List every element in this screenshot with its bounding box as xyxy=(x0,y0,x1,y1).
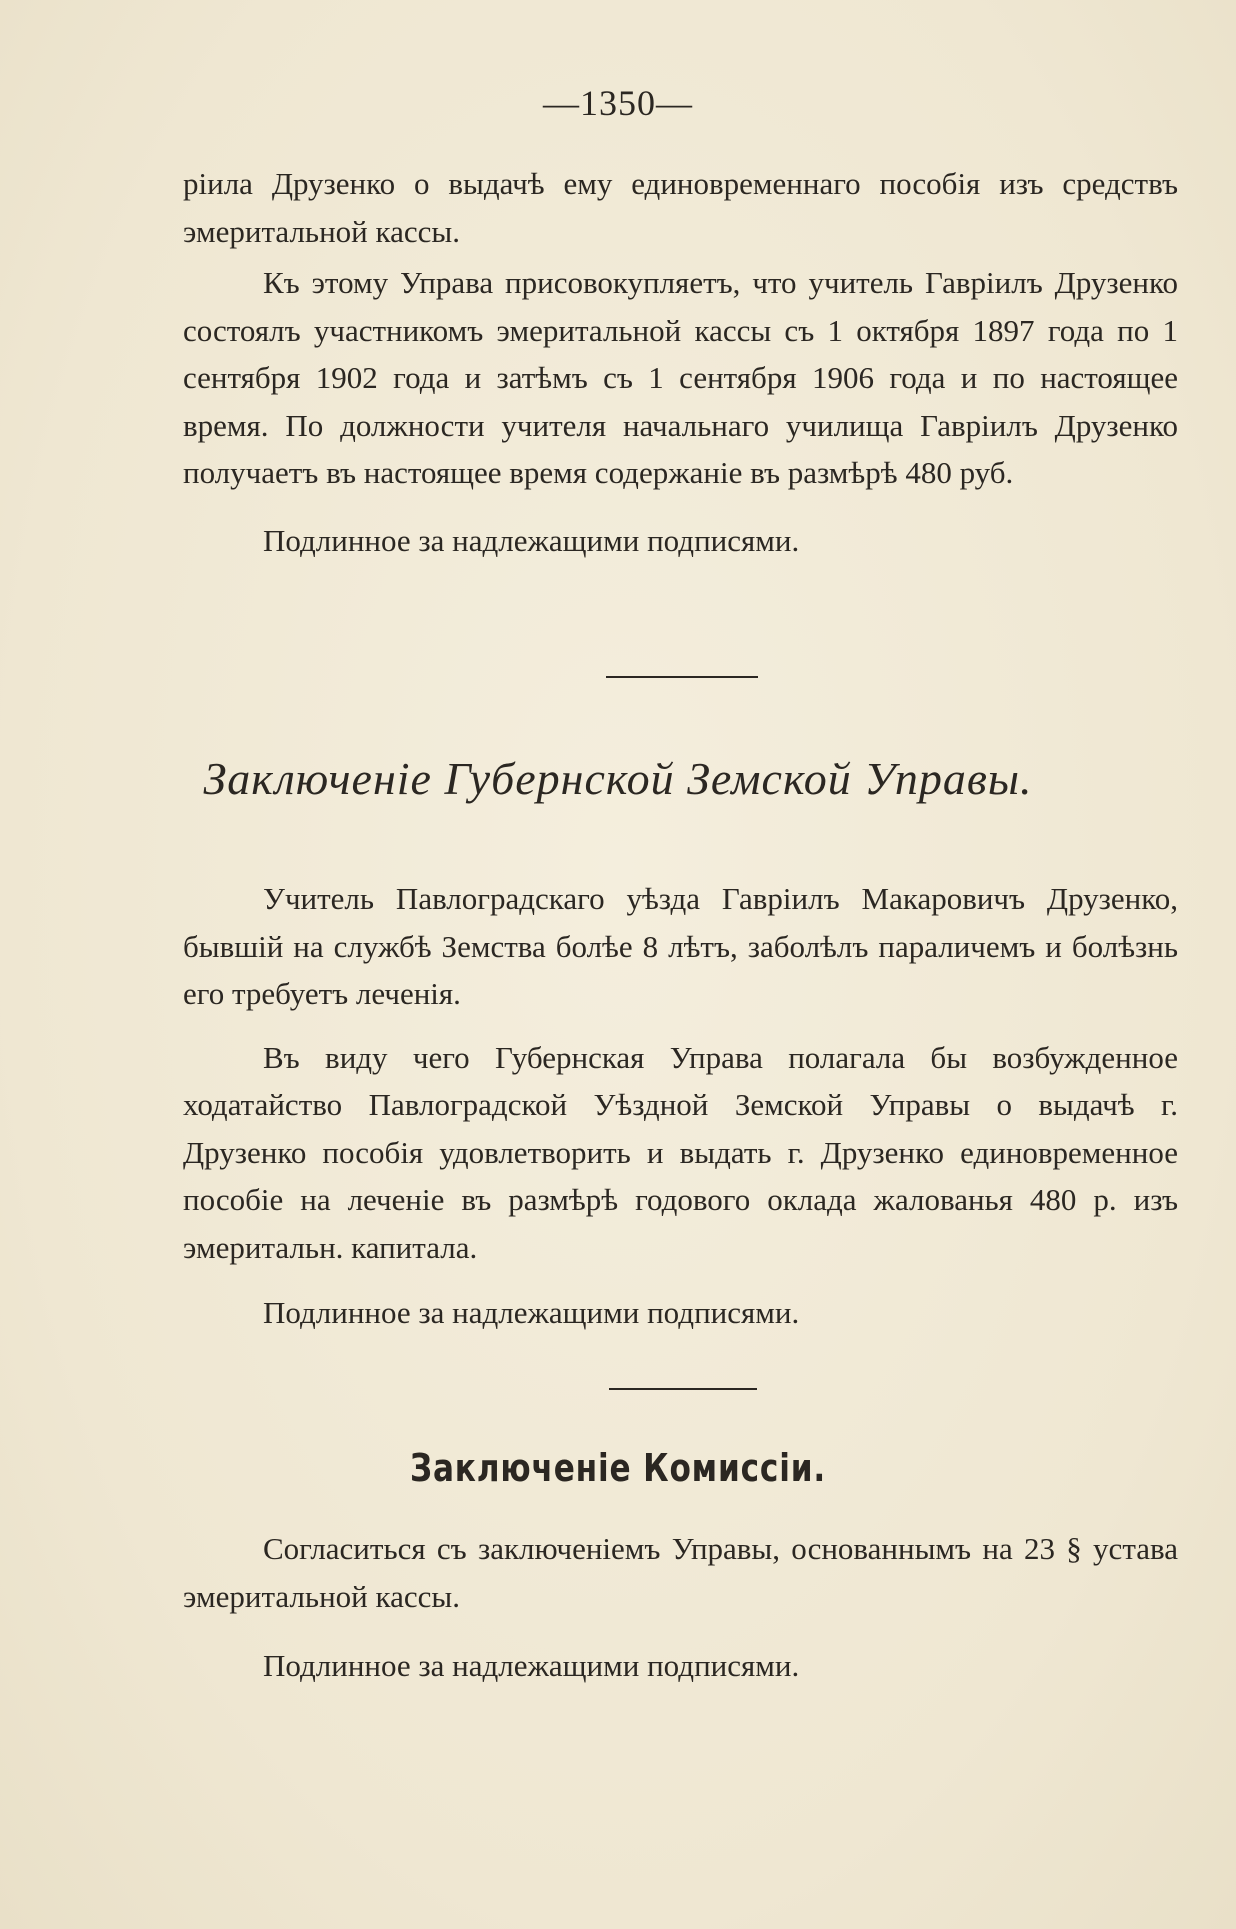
section-1 xyxy=(183,160,1178,564)
section-1-paragraph-1: ріила Друзенко о выдачѣ ему единовременнаго пособія изъ средствъ эмеритальной кассы. xyxy=(183,166,1178,249)
page-number: —1350— xyxy=(543,83,693,123)
section-1-paragraph-2: Къ этому Управа присовокупляетъ, что учитель Гавріилъ Друзенко состоялъ участникомъ эмеритальной кассы съ 1 октября 1897 года по 1 сентября 1902 года и затѣмъ съ 1 сентября 1906 года и по настоящее время. По должности учителя начальнаго училища Гавріилъ Друзенко получаетъ въ настоящее время содержаніе въ размѣрѣ 480 руб. xyxy=(183,265,1178,490)
section-1-signature: Подлинное за надлежащими подписями. xyxy=(263,522,800,558)
section-3-signature: Подлинное за надлежащими подписями. xyxy=(263,1648,800,1683)
section-2-signature: Подлинное за надлежащими подписями. xyxy=(263,1295,800,1330)
section-3 xyxy=(183,1525,1178,1690)
section-2-paragraph-2: Въ виду чего Губернская Управа полагала бы возбужденное ходатайство Павлоградской Уѣздной Земской Управы о выдачѣ г. Друзенко пособія удовлетворить и выдать г. Друзенко единовременное пособіе на леченіе въ размѣрѣ годового оклада жалованья 480 р. изъ эмеритальн. капитала. xyxy=(183,1039,1178,1265)
divider-2 xyxy=(609,1388,757,1390)
divider-1 xyxy=(606,676,758,678)
section-2-paragraph-1: Учитель Павлоградскаго уѣзда Гавріилъ Макаровичъ Друзенко, бывшій на службѣ Земства болѣе 8 лѣтъ, заболѣлъ параличемъ и болѣзнь его требуетъ леченія. xyxy=(183,881,1178,1011)
section-3-heading: Заключеніе Комиссіи. xyxy=(409,1446,827,1490)
section-2-heading: Заключеніе Губернской Земской Управы. xyxy=(203,753,1033,804)
section-2 xyxy=(183,875,1178,1337)
section-3-paragraph-1: Согласиться съ заключеніемъ Управы, основаннымъ на 23 § устава эмеритальной кассы. xyxy=(183,1531,1178,1614)
